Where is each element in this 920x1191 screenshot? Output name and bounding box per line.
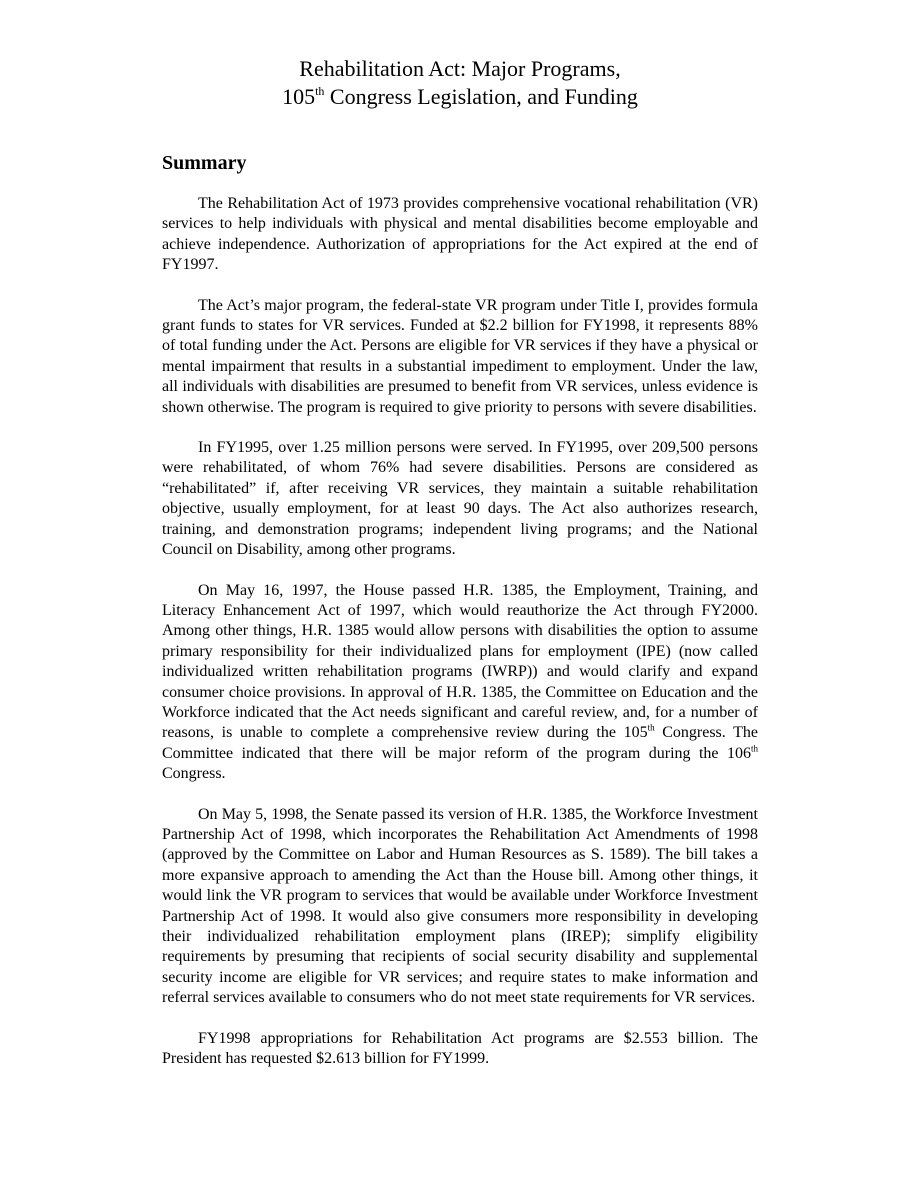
paragraph-vr-program: The Act’s major program, the federal-state VR program under Title I, provides formula grant funds to states for VR services. Funded at $2.2 billion for FY1998, it represents 88% of total funding under the Act. Persons are eligible for VR services if they have a physical or mental impairment that results in a substantial impediment to employment. Under the law, all individuals with disabilities are presumed to benefit from VR services, unless evidence is shown otherwise. The program is required to give priority to persons with severe disabilities. (162, 296, 758, 416)
title-line-1: Rehabilitation Act: Major Programs, (299, 56, 621, 81)
paragraph-authorization: The Rehabilitation Act of 1973 provides comprehensive vocational rehabilitation (VR) services to help individuals with physical and mental disabilities become employable and achieve independence. Authorization of appropriations for the Act expired at the end of FY1997. (162, 195, 758, 274)
title-line-2-rest: Congress Legislation, and Funding (324, 84, 638, 109)
house-bill-text-3: Congress. (162, 765, 226, 783)
house-bill-text-1: On May 16, 1997, the House passed H.R. 1385, the Employment, Training, and Literacy Enhancement Act of 1997, which would reauthorize the Act through FY2000. Among other things, H.R. 1385 would allow persons with disabilities the option to assume primary responsibility for their individualized plans for employment (IPE) (now called individualized written rehabilitation programs (IWRP)) and would clarify and expand consumer choice provisions. In approval of H.R. 1385, the Committee on Education and the Workforce indicated that the Act needs significant and careful review, and, for a number of reasons, is unable to complete a comprehensive review during the 105 (162, 581, 758, 742)
paragraph-persons-served: In FY1995, over 1.25 million persons were served. In FY1995, over 209,500 persons were rehabilitated, of whom 76% had severe disabilities. Persons are considered as “rehabilitated” if, after receiving VR services, they maintain a suitable rehabilitation objective, usually employment, for at least 90 days. The Act also authorizes research, training, and demonstration programs; independent living programs; and the National Council on Disability, among other programs. (162, 439, 758, 559)
document-title (0, 55, 920, 111)
title-line-2 (0, 83, 920, 111)
paragraph-appropriations: FY1998 appropriations for Rehabilitation Act programs are $2.553 billion. The President has requested $2.613 billion for FY1999. (162, 1029, 758, 1068)
ordinal-suffix-105th: th (647, 723, 655, 734)
house-bill-text-2: Congress. The Committee indicated that there will be major reform of the program during the 106 (162, 724, 758, 762)
summary-body (162, 194, 758, 1089)
title-ordinal-suffix: th (315, 83, 325, 98)
paragraph-house-bill (162, 581, 758, 785)
title-congress-number: 105 (282, 84, 316, 109)
paragraph-senate-bill: On May 5, 1998, the Senate passed its version of H.R. 1385, the Workforce Investment Partnership Act of 1998, which incorporates the Rehabilitation Act Amendments of 1998 (approved by the Committee on Labor and Human Resources as S. 1589). The bill takes a more expansive approach to amending the Act than the House bill. Among other things, it would link the VR program to services that would be available under Workforce Investment Partnership Act of 1998. It would also give consumers more responsibility in developing their individualized rehabilitation employment plans (IREP); simplify eligibility requirements by presuming that recipients of social security disability and supplemental security income are eligible for VR services; and require states to make information and referral services available to consumers who do not meet state requirements for VR services. (162, 805, 758, 1007)
ordinal-suffix-106th: th (750, 743, 758, 754)
summary-heading: Summary (162, 152, 247, 174)
